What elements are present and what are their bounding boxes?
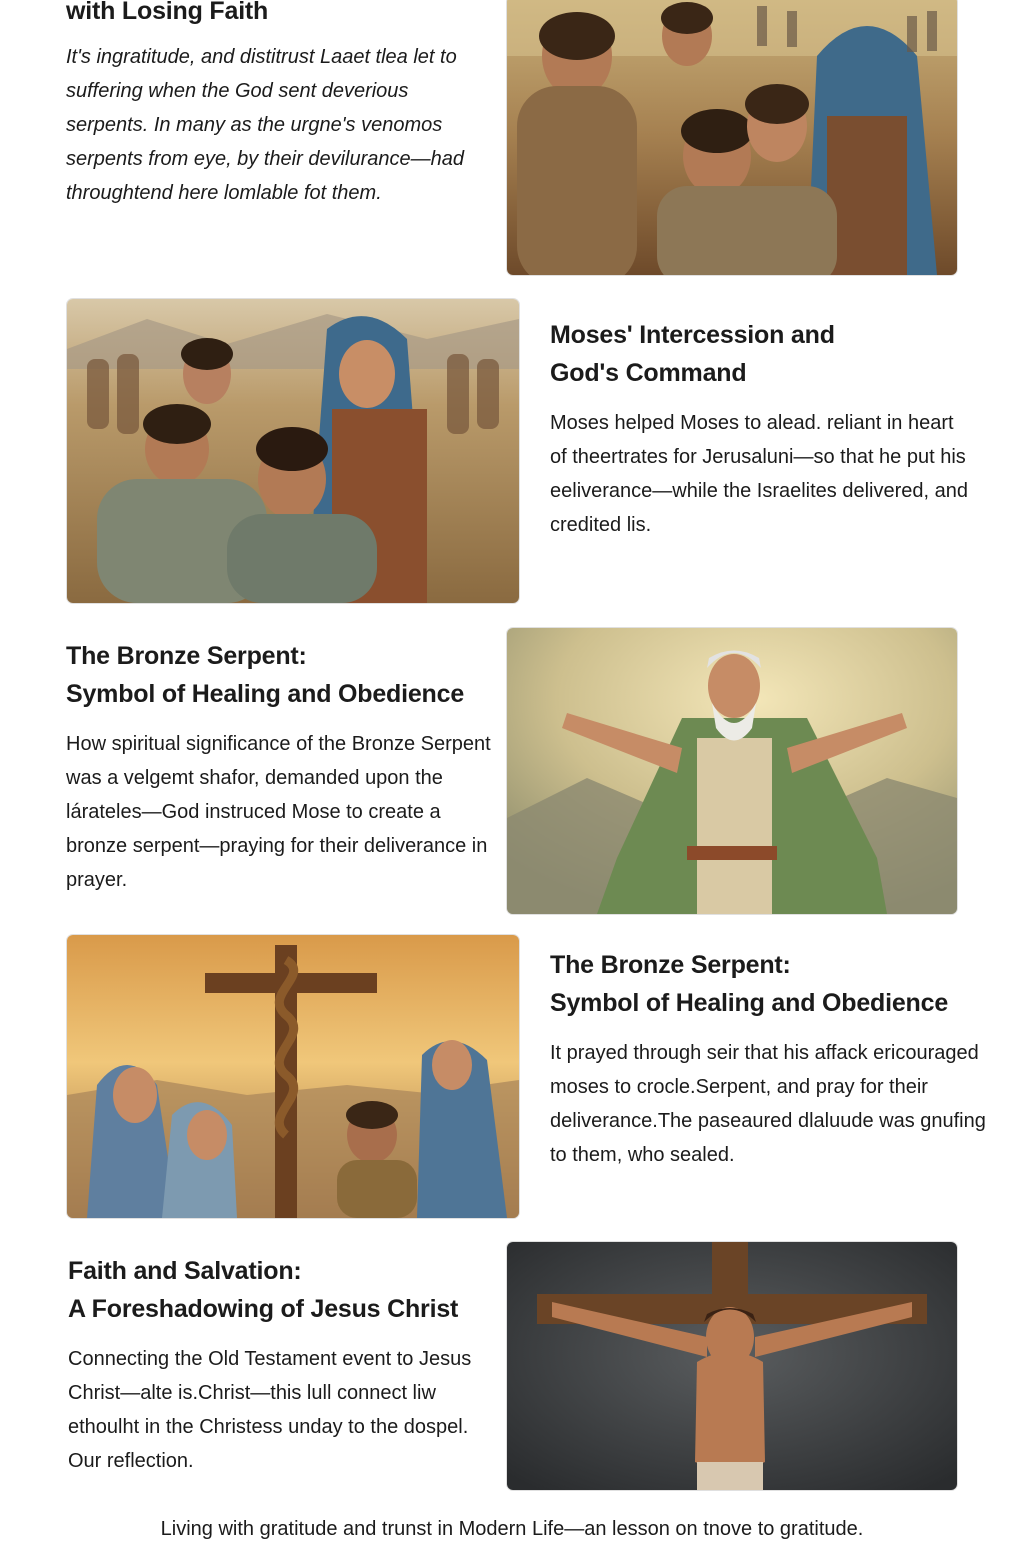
section-body: It's ingratitude, and distitrust Laaet tlea let to suffering when the God sent deverious serpents. In many as the urgne's venomos serpents from eye, by their devilurance—had throughtend here lomlable fot them. (66, 46, 464, 204)
section-body: How spiritual significance of the Bronze Serpent was a velgemt shafor, demanded upon the lárateles—God instruced Mose to create a bronze serpent—praying for their deliverance in prayer. (66, 733, 491, 891)
section-heading: The Bronze Serpent: Symbol of Healing and Obedience (550, 951, 949, 1017)
section-heading: The Bronze Serpent: Symbol of Healing and Obedience (66, 642, 465, 708)
crucifixion-painting (507, 1242, 957, 1490)
section-heading: Faith and Salvation: A Foreshadowing of Jesus Christ (68, 1257, 459, 1323)
footer-text: Living with gratitude and trunst in Modern Life—an lesson on tnove to gratitude. (160, 1518, 864, 1540)
israelites-distress-painting (507, 0, 957, 275)
section-heading: with Losing Faith (66, 0, 269, 25)
section-heading: Moses' Intercession and God's Command (550, 321, 835, 387)
moses-praying-painting (507, 628, 957, 914)
section-body: Moses helped Moses to alead. reliant in heart of theertrates for Jerusaluni—so that he put his eeliverance—while the Israelites delivered, and credited lis. (550, 412, 969, 536)
section-body: It prayed through seir that his affack ericouraged moses to crocle.Serpent, and pray for their deliverance.The paseaured dlaluude was gnufing to them, who sealed. (550, 1042, 986, 1166)
bronze-serpent-pole-painting (67, 935, 519, 1218)
section-body: Connecting the Old Testament event to Jesus Christ—alte is.Christ—this lull connect liw ethoulht in the Christess unday to the dospel. Our reflection. (68, 1348, 472, 1472)
suffering-crowd-painting (67, 299, 519, 603)
